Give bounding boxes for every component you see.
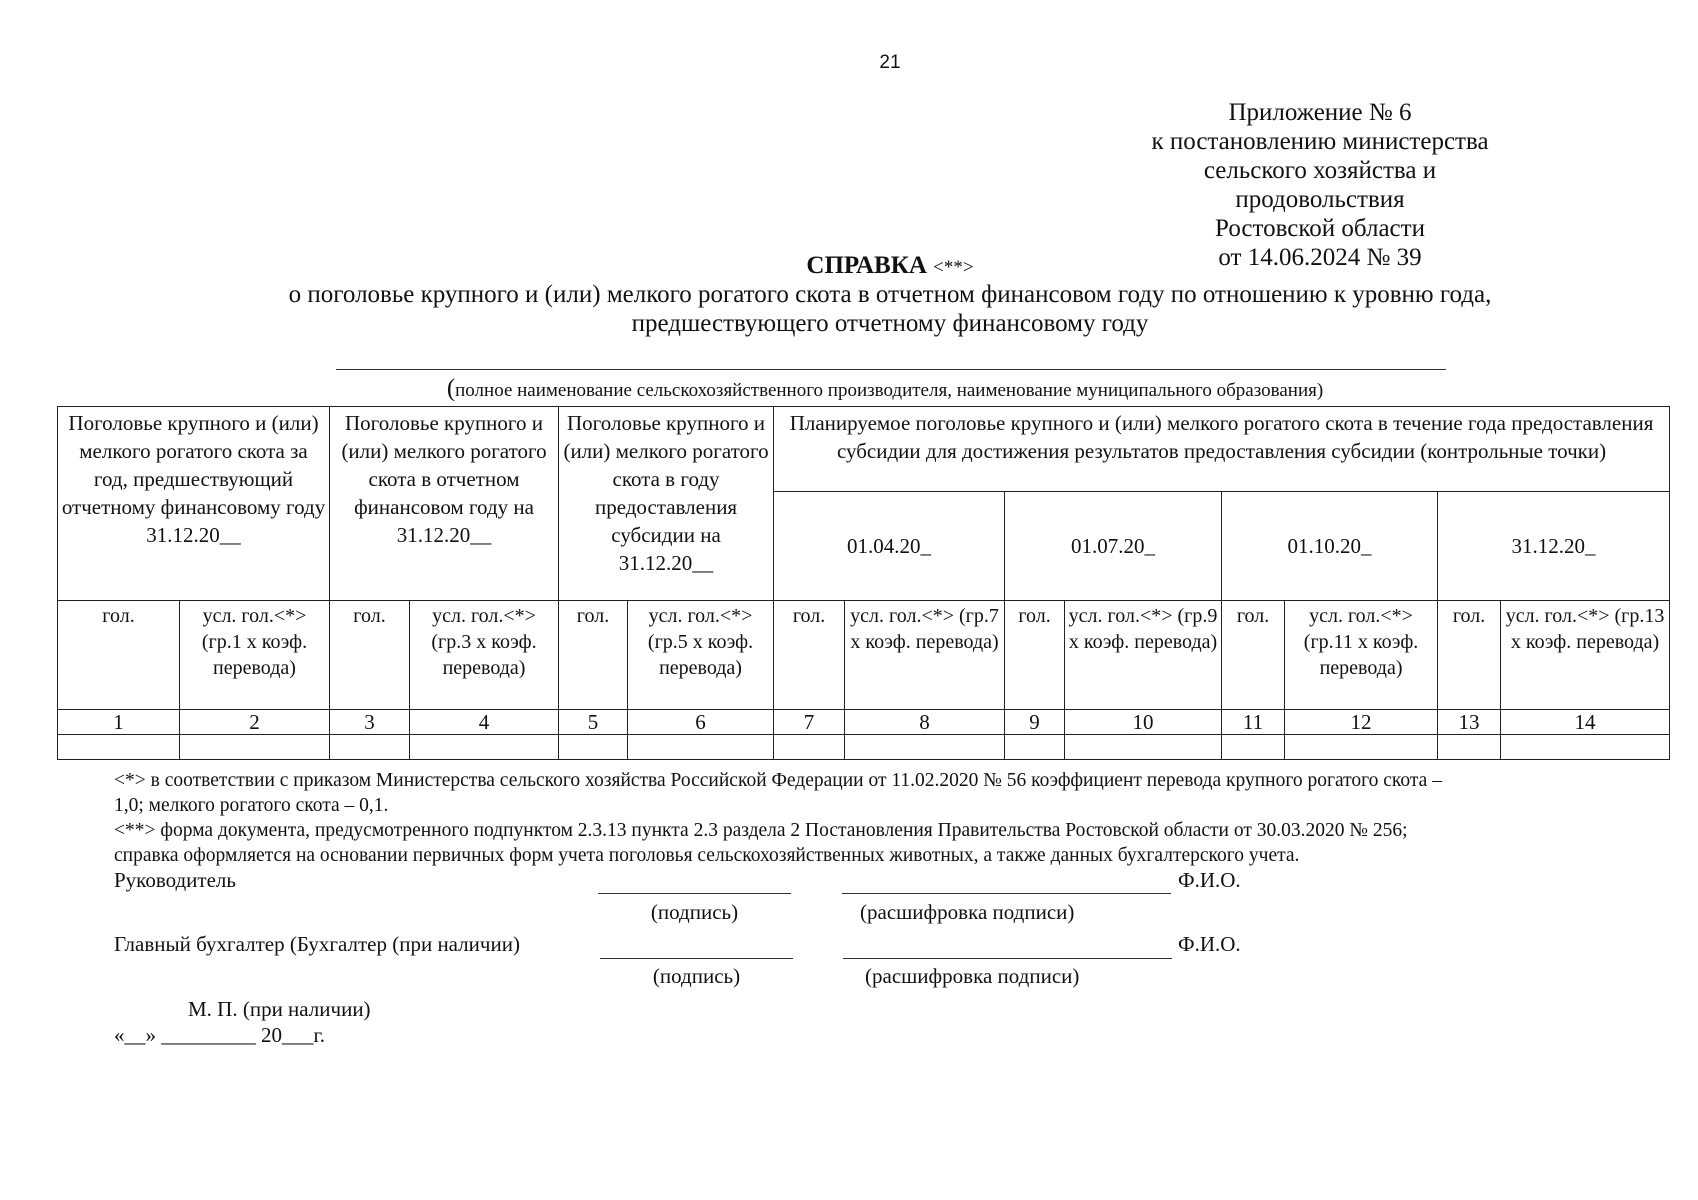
- subheader-heads-13: гол.: [1438, 601, 1501, 710]
- data-cell-8[interactable]: [845, 735, 1005, 760]
- accountant-label: Главный бухгалтер (Бухгалтер (при наличии): [114, 932, 520, 956]
- title-text: СПРАВКА: [806, 252, 927, 279]
- column-number: 3: [330, 710, 410, 735]
- column-number: 5: [559, 710, 628, 735]
- column-number: 1: [58, 710, 180, 735]
- livestock-table: [57, 406, 1670, 760]
- stamp-label: М. П. (при наличии): [188, 997, 371, 1021]
- org-name-caption: [300, 375, 1470, 403]
- document-title: [0, 252, 1698, 280]
- title-note: <**>: [933, 257, 974, 278]
- footnotes: [114, 768, 1644, 868]
- org-caption-text: полное наименование сельскохозяйственного производителя, наименование муниципального образования): [455, 380, 1324, 401]
- column-number: 14: [1501, 710, 1670, 735]
- footnote-2-line-2: справка оформляется на основании первичных форм учета поголовья сельскохозяйственных животных, а также данных бухгалтерского учета.: [114, 845, 1300, 866]
- head-decoding-caption: (расшифровка подписи): [860, 900, 1075, 924]
- footnote-2-line-1: <**> форма документа, предусмотренного подпунктом 2.3.13 пункта 2.3 раздела 2 Постановления Правительства Ростовской области от 30.03.2020 № 256;: [114, 820, 1408, 841]
- header-subsidy-year: Поголовье крупного и (или) мелкого рогатого скота в году предоставления субсидии на 31.12.20__: [559, 407, 774, 601]
- data-cell-14[interactable]: [1501, 735, 1670, 760]
- annex-line-1: Приложение № 6: [1228, 99, 1412, 126]
- column-number: 11: [1222, 710, 1285, 735]
- column-number: 8: [845, 710, 1005, 735]
- document-subtitle: [150, 280, 1630, 338]
- header-planned: Планируемое поголовье крупного и (или) мелкого рогатого скота в течение года предоставления субсидии для достижения результатов предоставления субсидии (контрольные точки): [774, 407, 1670, 492]
- page-number: 21: [879, 52, 901, 73]
- date-header-1: 01.04.20_: [774, 492, 1005, 601]
- data-cell-3[interactable]: [330, 735, 410, 760]
- column-number: 4: [410, 710, 559, 735]
- subheader-heads-7: гол.: [774, 601, 845, 710]
- date-header-4: 31.12.20_: [1438, 492, 1670, 601]
- subheader-cond-6: усл. гол.<*> (гр.5 х коэф. перевода): [628, 601, 774, 710]
- subheader-heads-1: гол.: [58, 601, 180, 710]
- subheader-heads-5: гол.: [559, 601, 628, 710]
- subtitle-line-2: предшествующего отчетному финансовому году: [631, 310, 1149, 337]
- column-number: 12: [1285, 710, 1438, 735]
- column-number: 10: [1065, 710, 1222, 735]
- accountant-fio-label: Ф.И.О.: [1178, 932, 1241, 956]
- data-cell-10[interactable]: [1065, 735, 1222, 760]
- date-header-3: 01.10.20_: [1222, 492, 1438, 601]
- accountant-signature-line[interactable]: [600, 958, 793, 959]
- date-header-2: 01.07.20_: [1005, 492, 1222, 601]
- header-report-year: Поголовье крупного и (или) мелкого рогатого скота в отчетном финансовом году на 31.12.20__: [330, 407, 559, 601]
- head-label: Руководитель: [114, 868, 236, 892]
- data-cell-9[interactable]: [1005, 735, 1065, 760]
- subheader-heads-3: гол.: [330, 601, 410, 710]
- org-caption-paren: (: [446, 375, 456, 402]
- column-number-row: [58, 710, 1670, 735]
- column-number: 13: [1438, 710, 1501, 735]
- subheader-cond-10: усл. гол.<*> (гр.9 х коэф. перевода): [1065, 601, 1222, 710]
- footnote-1-line-2: 1,0; мелкого рогатого скота – 0,1.: [114, 795, 389, 816]
- subtitle-line-1: о поголовье крупного и (или) мелкого рогатого скота в отчетном финансовом году по отношению к уровню года,: [288, 281, 1492, 308]
- data-cell-5[interactable]: [559, 735, 628, 760]
- footnote-1-line-1: <*> в соответствии с приказом Министерства сельского хозяйства Российской Федерации от 11.02.2020 № 56 коэффициент перевода крупного рогатого скота –: [114, 770, 1442, 791]
- column-number: 6: [628, 710, 774, 735]
- subheader-heads-11: гол.: [1222, 601, 1285, 710]
- accountant-signature-caption: (подпись): [652, 964, 741, 988]
- subheader-cond-12: усл. гол.<*> (гр.11 х коэф. перевода): [1285, 601, 1438, 710]
- data-cell-2[interactable]: [180, 735, 330, 760]
- column-number: 7: [774, 710, 845, 735]
- column-number: 9: [1005, 710, 1065, 735]
- data-cell-4[interactable]: [410, 735, 559, 760]
- org-name-line: [336, 369, 1446, 370]
- head-signature-caption: (подпись): [650, 900, 739, 924]
- head-decoding-line[interactable]: [842, 893, 1171, 894]
- column-number: 2: [180, 710, 330, 735]
- data-cell-7[interactable]: [774, 735, 845, 760]
- header-prev-year: Поголовье крупного и (или) мелкого рогатого скота за год, предшествующий отчетному финансовому году 31.12.20__: [58, 407, 330, 601]
- data-cell-12[interactable]: [1285, 735, 1438, 760]
- data-cell-11[interactable]: [1222, 735, 1285, 760]
- date-line: «__» _________ 20___г.: [114, 1023, 325, 1047]
- subheader-cond-4: усл. гол.<*> (гр.3 х коэф. перевода): [410, 601, 559, 710]
- accountant-decoding-caption: (расшифровка подписи): [865, 964, 1080, 988]
- subheader-cond-14: усл. гол.<*> (гр.13 х коэф. перевода): [1501, 601, 1670, 710]
- data-cell-13[interactable]: [1438, 735, 1501, 760]
- data-entry-row: [58, 735, 1670, 760]
- annex-line-2: к постановлению министерства: [1151, 128, 1489, 155]
- accountant-decoding-line[interactable]: [843, 958, 1172, 959]
- head-fio-label: Ф.И.О.: [1178, 868, 1241, 892]
- annex-line-5: от 14.06.2024 № 39: [1218, 244, 1422, 271]
- subheader-cond-2: усл. гол.<*> (гр.1 х коэф. перевода): [180, 601, 330, 710]
- data-cell-6[interactable]: [628, 735, 774, 760]
- subheader-heads-9: гол.: [1005, 601, 1065, 710]
- subheader-cond-8: усл. гол.<*> (гр.7 х коэф. перевода): [845, 601, 1005, 710]
- data-cell-1[interactable]: [58, 735, 180, 760]
- annex-line-4: Ростовской области: [1215, 215, 1425, 242]
- head-signature-line[interactable]: [598, 893, 791, 894]
- annex-block: [1120, 98, 1520, 272]
- annex-line-3: сельского хозяйства и продовольствия: [1203, 157, 1437, 213]
